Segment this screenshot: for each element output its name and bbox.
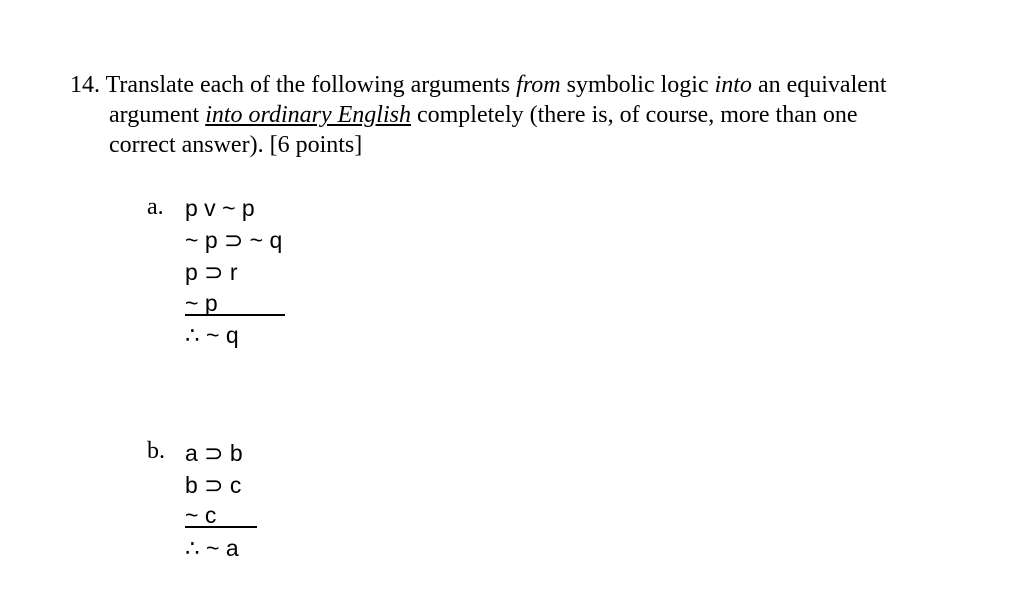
part-a-premise-2: ~ p ⊃ ~ q <box>185 227 283 253</box>
question-14 <box>70 70 990 160</box>
emphasis-into: into <box>714 72 752 98</box>
part-b-label: b. <box>147 438 165 464</box>
emphasis-from: from <box>516 72 561 98</box>
part-a-conclusion: ∴ ~ q <box>185 322 239 348</box>
part-b-conclusion: ∴ ~ a <box>185 535 239 561</box>
part-a-premise-3: p ⊃ r <box>185 259 238 285</box>
part-a-label: a. <box>147 194 164 220</box>
part-a-final-premise-underlined: ~ p <box>185 292 285 316</box>
emphasis-ordinary-english: into ordinary English <box>205 102 411 128</box>
part-b-premise-3 <box>185 502 257 529</box>
part-a-premise-1: p v ~ p <box>185 195 255 221</box>
part-a-premise-4 <box>185 290 285 317</box>
question-text-2b: completely (there is, of course, more than one <box>410 102 858 128</box>
question-line-3: correct answer). [6 points] <box>109 132 363 158</box>
part-b-premise-1: a ⊃ b <box>185 440 243 466</box>
question-text-1a: Translate each of the following arguments <box>100 72 517 98</box>
question-number: 14. <box>70 72 100 98</box>
part-b-final-premise-underlined: ~ c <box>185 504 257 528</box>
part-b-premise-2: b ⊃ c <box>185 472 242 498</box>
question-text-1b: symbolic logic <box>560 72 715 98</box>
question-text-1c: an equivalent <box>751 72 887 98</box>
question-line-1 <box>70 70 990 100</box>
question-text-2a: argument <box>109 102 206 128</box>
question-line-2 <box>70 100 990 130</box>
